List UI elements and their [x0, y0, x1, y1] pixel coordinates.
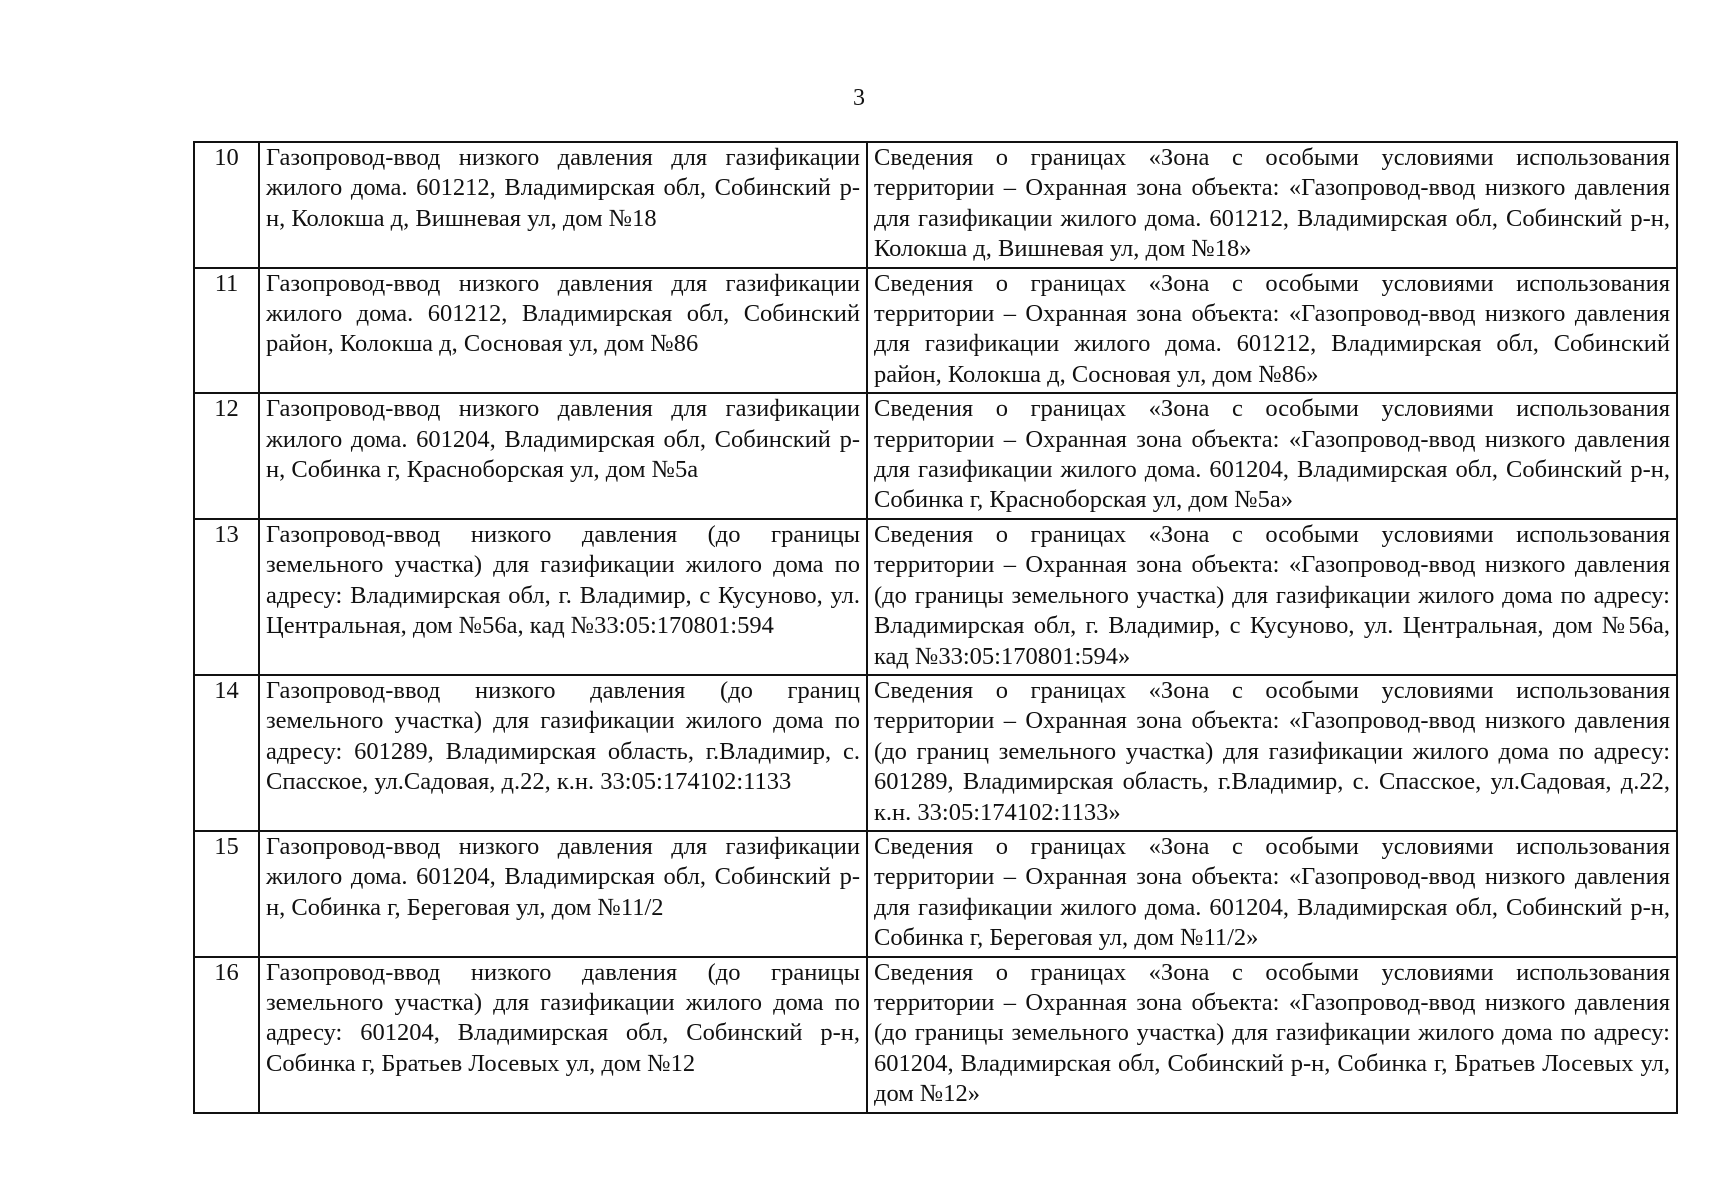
- zone-boundary-info: Сведения о границах «Зона с особыми условиями использования территории – Охранная зона объекта: «Газопровод-ввод низкого давления для газификации жилого дома. 601212, Владимирская обл, Собинский р-н, Колокша д, Вишневая ул, дом №18»: [867, 142, 1677, 268]
- row-number: 16: [194, 957, 259, 1113]
- zone-boundary-info: Сведения о границах «Зона с особыми условиями использования территории – Охранная зона объекта: «Газопровод-ввод низкого давления для газификации жилого дома. 601212, Владимирская обл, Собинский район, Колокша д, Сосновая ул, дом №86»: [867, 268, 1677, 394]
- registry-table-body: [194, 142, 1677, 1113]
- zone-boundary-info: Сведения о границах «Зона с особыми условиями использования территории – Охранная зона объекта: «Газопровод-ввод низкого давления (до границы земельного участка) для газификации жилого дома по адресу: 601204, Владимирская обл, Собинский р-н, Собинка г, Братьев Лосевых ул, дом №12»: [867, 957, 1677, 1113]
- zone-boundary-info: Сведения о границах «Зона с особыми условиями использования территории – Охранная зона объекта: «Газопровод-ввод низкого давления для газификации жилого дома. 601204, Владимирская обл, Собинский р-н, Собинка г, Береговая ул, дом №11/2»: [867, 831, 1677, 957]
- object-description: Газопровод-ввод низкого давления (до границы земельного участка) для газификации жилого дома по адресу: 601204, Владимирская обл, Собинский р-н, Собинка г, Братьев Лосевых ул, дом №12: [259, 957, 867, 1113]
- row-number: 12: [194, 393, 259, 519]
- row-number: 14: [194, 675, 259, 831]
- row-number: 15: [194, 831, 259, 957]
- zone-boundary-info: Сведения о границах «Зона с особыми условиями использования территории – Охранная зона объекта: «Газопровод-ввод низкого давления (до границы земельного участка) для газификации жилого дома по адресу: Владимирская обл, г. Владимир, с Кусуново, ул. Центральная, дом №56а, кад №33:05:170801:594»: [867, 519, 1677, 675]
- object-description: Газопровод-ввод низкого давления для газификации жилого дома. 601204, Владимирская обл, Собинский р-н, Собинка г, Береговая ул, дом №11/2: [259, 831, 867, 957]
- object-description: Газопровод-ввод низкого давления для газификации жилого дома. 601212, Владимирская обл, Собинский р-н, Колокша д, Вишневая ул, дом №18: [259, 142, 867, 268]
- table-row: [194, 393, 1677, 519]
- zone-boundary-info: Сведения о границах «Зона с особыми условиями использования территории – Охранная зона объекта: «Газопровод-ввод низкого давления (до границ земельного участка) для газификации жилого дома по адресу: 601289, Владимирская область, г.Владимир, с. Спасское, ул.Садовая, д.22, к.н. 33:05:174102:1133»: [867, 675, 1677, 831]
- table-row: [194, 519, 1677, 675]
- table-row: [194, 675, 1677, 831]
- object-description: Газопровод-ввод низкого давления (до границы земельного участка) для газификации жилого дома по адресу: Владимирская обл, г. Владимир, с Кусуново, ул. Центральная, дом №56а, кад №33:05:170801:594: [259, 519, 867, 675]
- registry-table: [193, 141, 1678, 1114]
- zone-boundary-info: Сведения о границах «Зона с особыми условиями использования территории – Охранная зона объекта: «Газопровод-ввод низкого давления для газификации жилого дома. 601204, Владимирская обл, Собинский р-н, Собинка г, Красноборская ул, дом №5а»: [867, 393, 1677, 519]
- object-description: Газопровод-ввод низкого давления для газификации жилого дома. 601204, Владимирская обл, Собинский р-н, Собинка г, Красноборская ул, дом №5а: [259, 393, 867, 519]
- row-number: 10: [194, 142, 259, 268]
- table-row: [194, 831, 1677, 957]
- row-number: 11: [194, 268, 259, 394]
- page-number: 3: [853, 85, 865, 111]
- object-description: Газопровод-ввод низкого давления (до границ земельного участка) для газификации жилого дома по адресу: 601289, Владимирская область, г.Владимир, с. Спасское, ул.Садовая, д.22, к.н. 33:05:174102:1133: [259, 675, 867, 831]
- row-number: 13: [194, 519, 259, 675]
- table-row: [194, 268, 1677, 394]
- table-row: [194, 142, 1677, 268]
- table-row: [194, 957, 1677, 1113]
- object-description: Газопровод-ввод низкого давления для газификации жилого дома. 601212, Владимирская обл, Собинский район, Колокша д, Сосновая ул, дом №86: [259, 268, 867, 394]
